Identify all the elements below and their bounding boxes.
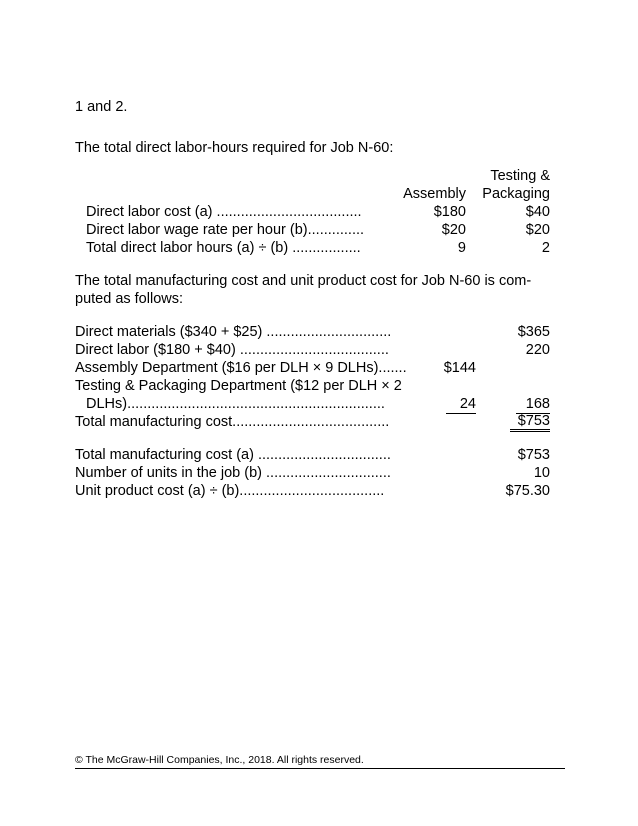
- direct-labor-value: 220: [525, 342, 550, 358]
- testing-dept-label-line1: Testing & Packaging Department ($12 per DLH × 2: [75, 378, 402, 394]
- section-heading: 1 and 2.: [75, 99, 128, 115]
- unit-row-value: $75.30: [505, 483, 550, 499]
- col-header-testing-line2: Packaging: [482, 186, 550, 202]
- unit-row-value: $753: [517, 447, 550, 463]
- footer-rule: [75, 768, 565, 769]
- testing-dept-sub: 24: [446, 395, 476, 414]
- unit-row-label: Unit product cost (a) ÷ (b)....................................: [75, 483, 385, 499]
- col-header-assembly: Assembly: [403, 186, 466, 202]
- labor-hours-intro: The total direct labor-hours required for Job N-60:: [75, 140, 394, 156]
- unit-row-label: Number of units in the job (b) ...............................: [75, 465, 391, 481]
- testing-dept-value: 168: [516, 395, 550, 414]
- footer-copyright: © The McGraw-Hill Companies, Inc., 2018. All rights reserved.: [75, 754, 364, 766]
- labor-row-testing: $20: [525, 222, 550, 238]
- labor-row-testing: $40: [525, 204, 550, 220]
- labor-row-label: Direct labor wage rate per hour (b)..............: [86, 222, 365, 238]
- mfg-intro-line1: The total manufacturing cost and unit product cost for Job N-60 is com-: [75, 273, 532, 289]
- labor-row-label: Total direct labor hours (a) ÷ (b) .................: [86, 240, 361, 256]
- labor-row-assembly: 9: [457, 240, 466, 256]
- testing-dept-label-line2: DLHs)................................................................: [86, 396, 385, 412]
- direct-labor-label: Direct labor ($180 + $40) .....................................: [75, 342, 389, 358]
- unit-row-value: 10: [533, 465, 550, 481]
- total-mfg-value: $753: [510, 413, 550, 432]
- labor-row-label: Direct labor cost (a) ....................................: [86, 204, 362, 220]
- assembly-dept-sub: $144: [443, 360, 476, 376]
- mfg-intro-line2: puted as follows:: [75, 291, 184, 307]
- assembly-dept-label: Assembly Department ($16 per DLH × 9 DLHs).......: [75, 360, 407, 376]
- direct-materials-label: Direct materials ($340 + $25) ...............................: [75, 324, 392, 340]
- col-header-testing-line1: Testing &: [490, 168, 550, 184]
- total-mfg-label: Total manufacturing cost.......................................: [75, 414, 390, 430]
- labor-row-testing: 2: [541, 240, 550, 256]
- labor-row-assembly: $20: [441, 222, 466, 238]
- labor-row-assembly: $180: [433, 204, 466, 220]
- unit-row-label: Total manufacturing cost (a) .................................: [75, 447, 391, 463]
- direct-materials-value: $365: [517, 324, 550, 340]
